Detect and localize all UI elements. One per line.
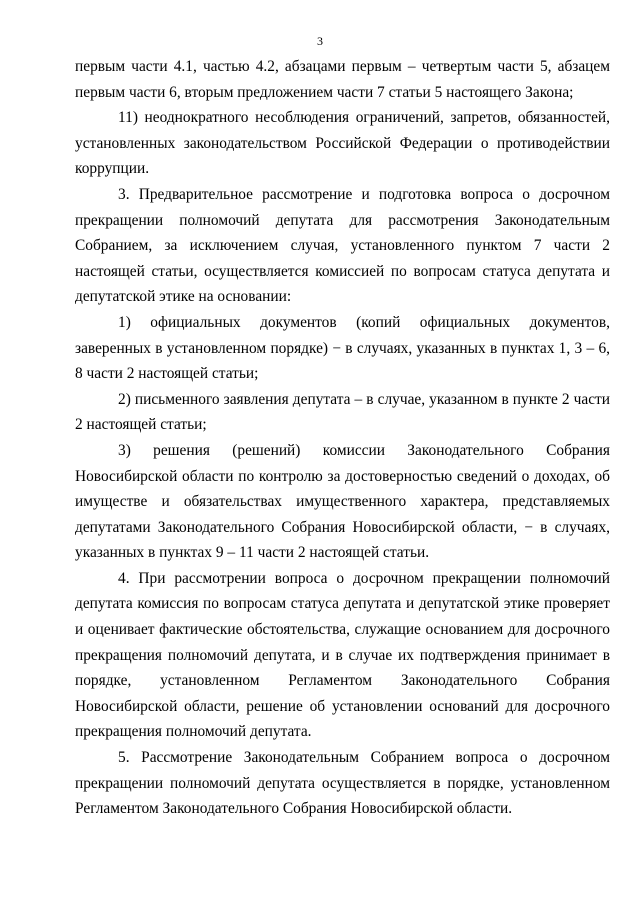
paragraph-continuation: первым части 4.1, частью 4.2, абзацами первым – четвертым части 5, абзацем первым части 6, вторым предложением части 7 статьи 5 настоящего Закона; (75, 58, 610, 101)
paragraph-item-3: 3) решения (решений) комиссии Законодательного Собрания Новосибирской области по контролю за достоверностью сведений о доходах, об имуществе и обязательствах имущественного характера, представляемых депутатами Законодательного Собрания Новосибирской области, − в случаях, указанных в пунктах 9 – 11 части 2 настоящей статьи. (75, 441, 610, 562)
paragraph-item-11: 11) неоднократного несоблюдения ограничений, запретов, обязанностей, установленных законодательством Российской Федерации о противодействии коррупции. (75, 109, 610, 178)
paragraph-item-1: 1) официальных документов (копий официальных документов, заверенных в установленном порядке) − в случаях, указанных в пунктах 1, 3 – 6, 8 части 2 настоящей статьи; (75, 313, 610, 383)
document-body (75, 54, 610, 822)
page-number: 3 (317, 34, 323, 48)
paragraph-section-3: 3. Предварительное рассмотрение и подготовка вопроса о досрочном прекращении полномочий депутата для рассмотрения Законодательным Собранием, за исключением случая, установленного пунктом 7 части 2 настоящей статьи, осуществляется комиссией по вопросам статуса депутата и депутатской этике на основании: (75, 185, 610, 306)
paragraph-section-5: 5. Рассмотрение Законодательным Собранием вопроса о досрочном прекращении полномочий депутата осуществляется в порядке, установленном Регламентом Законодательного Собрания Новосибирской области. (75, 749, 610, 818)
paragraph-section-4: 4. При рассмотрении вопроса о досрочном прекращении полномочий депутата комиссия по вопросам статуса депутата и депутатской этике проверяет и оценивает фактические обстоятельства, служащие основанием для досрочного прекращения полномочий депутата, и в случае их подтверждения принимает в порядке, установленном Регламентом Законодательного Собрания Новосибирской области, решение об установлении оснований для досрочного прекращения полномочий депутата. (75, 569, 610, 741)
paragraph-item-2: 2) письменного заявления депутата – в случае, указанном в пункте 2 части 2 настоящей статьи; (75, 390, 610, 434)
